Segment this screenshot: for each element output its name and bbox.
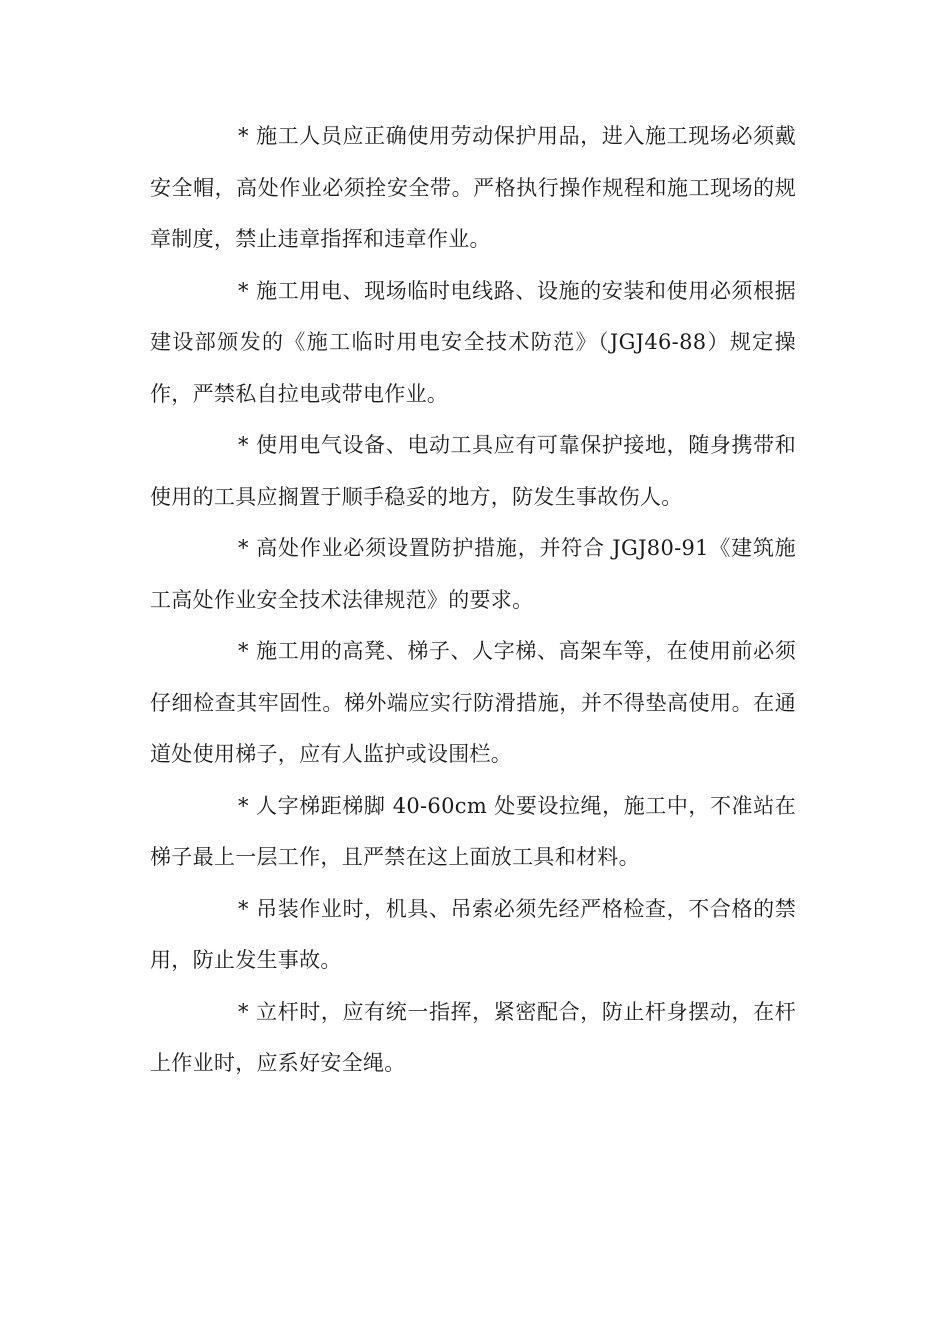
safety-rule-paragraph: * 施工人员应正确使用劳动保护用品，进入施工现场必须戴安全帽，高处作业必须拴安全带。严格执行操作规程和施工现场的规章制度，禁止违章指挥和违章作业。 <box>150 124 796 251</box>
safety-rule-paragraph: * 施工用电、现场临时电线路、设施的安装和使用必须根据建设部颁发的《施工临时用电安全技术防范》（JGJ46-88）规定操作，严禁私自拉电或带电作业。 <box>150 278 796 406</box>
safety-rule-paragraph: * 高处作业必须设置防护措施，并符合 JGJ80-91《建筑施工高处作业安全技术法律规范》的要求。 <box>150 536 796 612</box>
safety-rule-paragraph: * 人字梯距梯脚 40-60cm 处要设拉绳，施工中，不准站在梯子最上一层工作，且严禁在这上面放工具和材料。 <box>150 793 796 869</box>
safety-rule-paragraph: * 施工用的高凳、梯子、人字梯、高架车等，在使用前必须仔细检查其牢固性。梯外端应实行防滑措施，并不得垫高使用。在通道处使用梯子，应有人监护或设围栏。 <box>150 639 796 766</box>
safety-rule-paragraph: * 吊装作业时，机具、吊索必须先经严格检查，不合格的禁用，防止发生事故。 <box>150 896 796 972</box>
document-body <box>150 111 796 1090</box>
safety-rule-paragraph: * 使用电气设备、电动工具应有可靠保护接地，随身携带和使用的工具应搁置于顺手稳妥的地方，防发生事故伤人。 <box>150 433 796 509</box>
safety-rule-paragraph: * 立杆时，应有统一指挥，紧密配合，防止杆身摆动，在杆上作业时，应系好安全绳。 <box>150 999 796 1075</box>
